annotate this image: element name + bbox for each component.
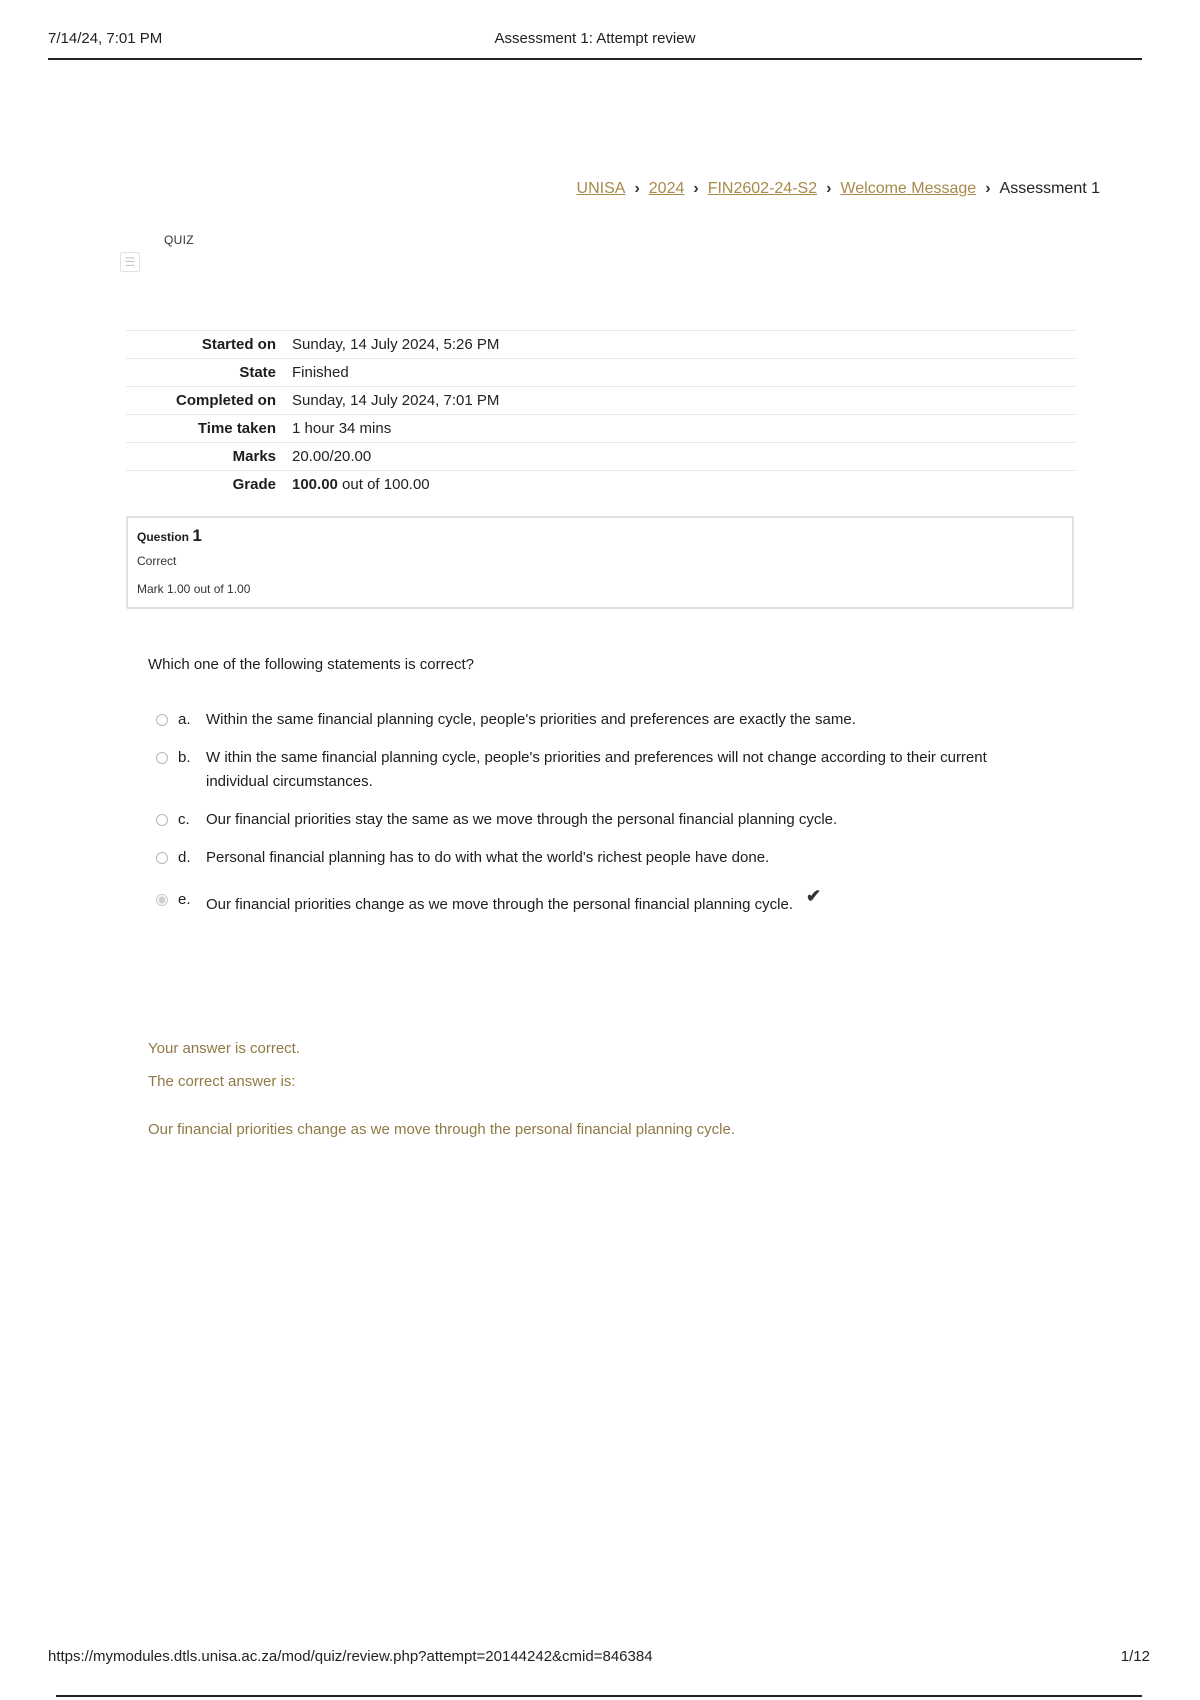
- answer-radio-c[interactable]: [156, 814, 168, 826]
- answer-letter: e.: [178, 891, 191, 908]
- answer-text: Personal financial planning has to do with what the world's richest people have done.: [206, 849, 770, 866]
- footer-divider: [56, 1695, 1142, 1697]
- breadcrumb: [577, 180, 1100, 198]
- summary-label: Grade: [126, 471, 292, 499]
- question-number-value: 1: [192, 526, 202, 545]
- summary-value: Finished: [292, 359, 1076, 387]
- summary-value: Sunday, 14 July 2024, 7:01 PM: [292, 387, 1076, 415]
- summary-value: 1 hour 34 mins: [292, 415, 1076, 443]
- summary-row-marks: [126, 443, 1076, 471]
- print-url: https://mymodules.dtls.unisa.ac.za/mod/quiz/review.php?attempt=20144242&cmid=846384: [48, 1648, 653, 1665]
- summary-row-completed: [126, 387, 1076, 415]
- breadcrumb-unisa-link[interactable]: UNISA: [576, 180, 626, 197]
- answer-letter: a.: [178, 711, 191, 728]
- summary-label: Completed on: [126, 387, 292, 415]
- answer-letter: b.: [178, 749, 191, 766]
- chevron-right-icon: ›: [634, 180, 640, 197]
- question-info-box: [126, 516, 1074, 609]
- question-number: [137, 526, 202, 546]
- breadcrumb-current: Assessment 1: [999, 180, 1100, 197]
- chevron-right-icon: ›: [985, 180, 991, 197]
- feedback-correct-answer: Our financial priorities change as we move through the personal financial planning cycle.: [148, 1121, 735, 1138]
- breadcrumb-welcome-link[interactable]: Welcome Message: [840, 180, 977, 197]
- answer-radio-b[interactable]: [156, 752, 168, 764]
- answer-text: Within the same financial planning cycle, people's priorities and preferences are exactly the same.: [206, 711, 856, 728]
- answer-text: Our financial priorities stay the same as we move through the personal financial planning cycle.: [206, 811, 838, 828]
- question-text: Which one of the following statements is correct?: [148, 656, 474, 673]
- answer-letter: c.: [178, 811, 190, 828]
- question-mark: Mark 1.00 out of 1.00: [137, 582, 251, 596]
- grade-value: [292, 471, 1076, 499]
- summary-value: 20.00/20.00: [292, 443, 1076, 471]
- question-label: Question: [137, 530, 190, 544]
- answer-text: Our financial priorities change as we move through the personal financial planning cycle.: [206, 896, 793, 913]
- summary-row-grade: [126, 471, 1076, 499]
- check-icon: ✔: [806, 886, 822, 906]
- summary-label: State: [126, 359, 292, 387]
- answer-radio-d[interactable]: [156, 852, 168, 864]
- summary-row-state: [126, 359, 1076, 387]
- answer-radio-e[interactable]: [156, 894, 168, 906]
- answer-options: [156, 708, 1026, 936]
- answer-option-e: [156, 888, 1026, 922]
- question-state: Correct: [137, 554, 177, 568]
- grade-score: 100.00: [292, 476, 338, 493]
- answer-radio-a[interactable]: [156, 714, 168, 726]
- answer-option-a: [156, 708, 1026, 732]
- chevron-right-icon: ›: [693, 180, 699, 197]
- quiz-icon: ☰: [120, 252, 140, 272]
- summary-value: Sunday, 14 July 2024, 5:26 PM: [292, 331, 1076, 359]
- feedback-result: Your answer is correct.: [148, 1040, 301, 1057]
- answer-option-d: [156, 846, 1026, 870]
- breadcrumb-2024-link[interactable]: 2024: [648, 180, 685, 197]
- answer-feedback: [148, 1040, 908, 1143]
- breadcrumb-course-link[interactable]: FIN2602-24-S2: [707, 180, 818, 197]
- attempt-summary-table: [126, 330, 1076, 498]
- chevron-right-icon: ›: [826, 180, 832, 197]
- answer-option-c: [156, 808, 1026, 832]
- summary-label: Time taken: [126, 415, 292, 443]
- print-date: 7/14/24, 7:01 PM: [48, 30, 163, 47]
- summary-label: Started on: [126, 331, 292, 359]
- print-title: Assessment 1: Attempt review: [494, 30, 696, 47]
- summary-label: Marks: [126, 443, 292, 471]
- print-header: [48, 30, 1142, 60]
- feedback-correct-label: The correct answer is:: [148, 1073, 296, 1090]
- print-page-number: 1/12: [1120, 1648, 1150, 1665]
- answer-letter: d.: [178, 849, 191, 866]
- grade-out-of: out of 100.00: [337, 476, 430, 493]
- answer-text: W ithin the same financial planning cycle, people's priorities and preferences will not change according to their current individual circumstances.: [206, 749, 987, 790]
- answer-option-b: [156, 746, 1026, 794]
- summary-row-time-taken: [126, 415, 1076, 443]
- summary-row-started: [126, 331, 1076, 359]
- quiz-label: QUIZ: [164, 233, 194, 247]
